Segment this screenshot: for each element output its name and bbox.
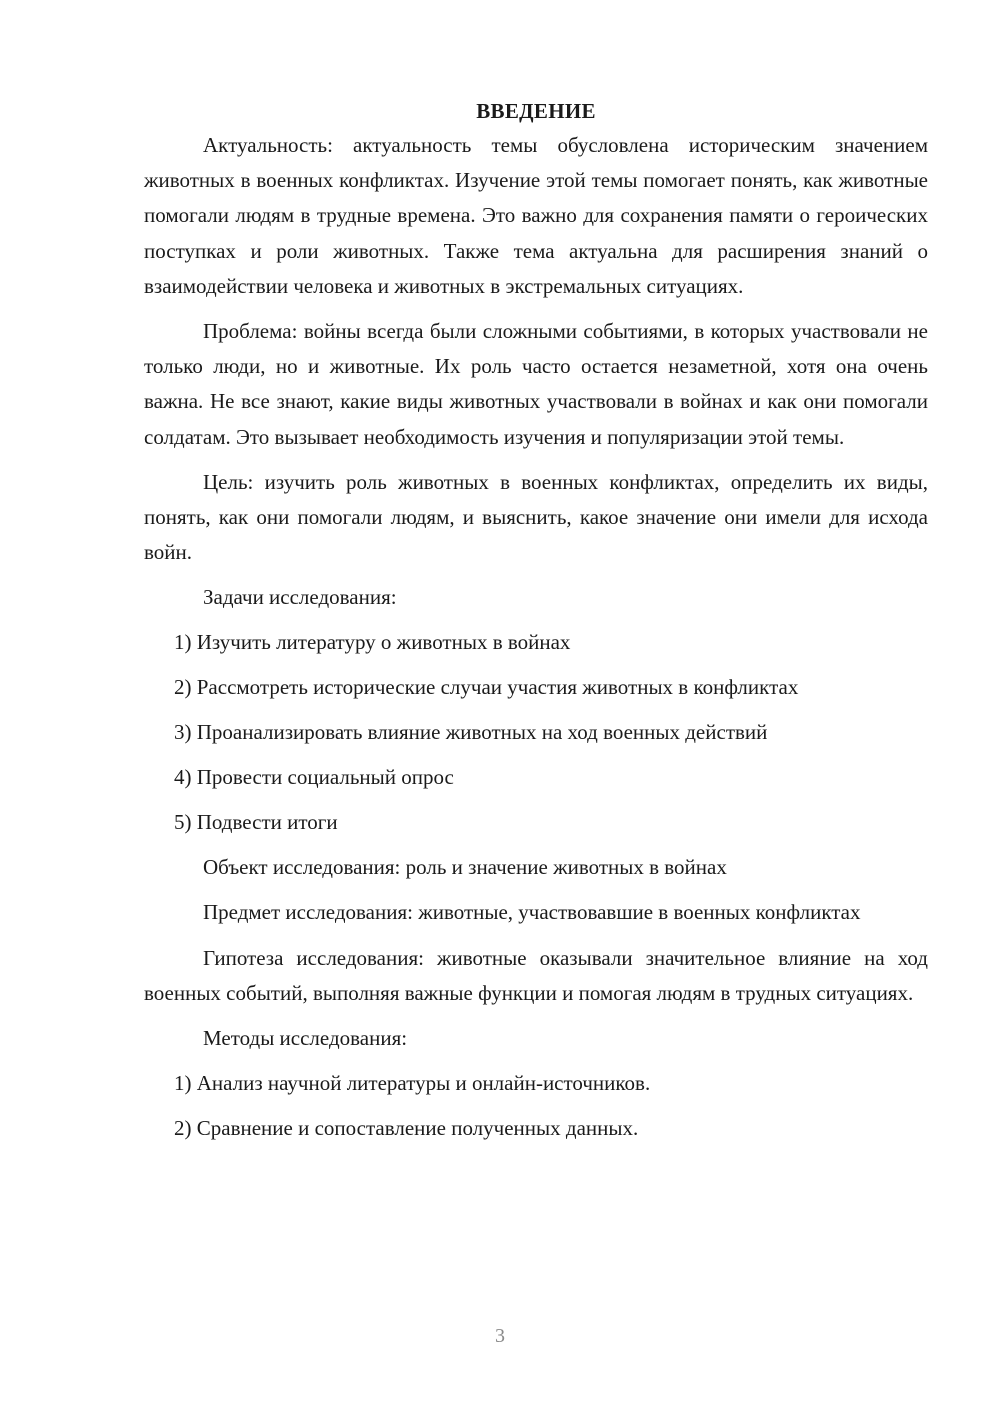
page-number: 3 — [495, 1325, 505, 1347]
list-item: 4) Провести социальный опрос — [174, 765, 454, 790]
list-item: 1) Изучить литературу о животных в войнах — [174, 630, 571, 655]
goal-paragraph: Цель: изучить роль животных в военных конфликтах, определить их виды, понять, как они помогали людям, и выяснить, какое значение они имели для исхода войн. — [144, 469, 928, 565]
document-page — [144, 96, 928, 1156]
list-item: 2) Рассмотреть исторические случаи участия животных в конфликтах — [174, 675, 799, 700]
list-item: 3) Проанализировать влияние животных на ход военных действий — [174, 720, 768, 745]
list-item: 2) Сравнение и сопоставление полученных данных. — [174, 1116, 639, 1141]
methods-list — [144, 1066, 928, 1146]
object-line: Объект исследования: роль и значение животных в войнах — [203, 855, 727, 880]
hypothesis-paragraph: Гипотеза исследования: животные оказывали значительное влияние на ход военных событий, выполняя важные функции и помогая людям в трудных ситуациях. — [144, 945, 928, 1005]
tasks-list — [144, 625, 928, 840]
list-item: 5) Подвести итоги — [174, 810, 338, 835]
relevance-paragraph: Актуальность: актуальность темы обусловлена историческим значением животных в военных конфликтах. Изучение этой темы помогает понять, как животные помогали людям в трудные времена. Это важно для сохранения памяти о героических поступках и роли животных. Также тема актуальна для расширения знаний о взаимодействии человека и животных в экстремальных ситуациях. — [144, 133, 928, 298]
page-title: ВВЕДЕНИЕ — [476, 99, 596, 123]
tasks-label: Задачи исследования: — [203, 585, 397, 610]
problem-paragraph: Проблема: войны всегда были сложными событиями, в которых участвовали не только люди, но и животные. Их роль часто остается незаметной, хотя она очень важна. Не все знают, какие виды животных участвовали в войнах и как они помогали солдатам. Это вызывает необходимость изучения и популяризации этой темы. — [144, 319, 928, 449]
list-item: 1) Анализ научной литературы и онлайн-источников. — [174, 1071, 651, 1096]
subject-paragraph: Предмет исследования: животные, участвовавшие в военных конфликтах — [203, 900, 861, 925]
methods-label: Методы исследования: — [203, 1026, 408, 1051]
